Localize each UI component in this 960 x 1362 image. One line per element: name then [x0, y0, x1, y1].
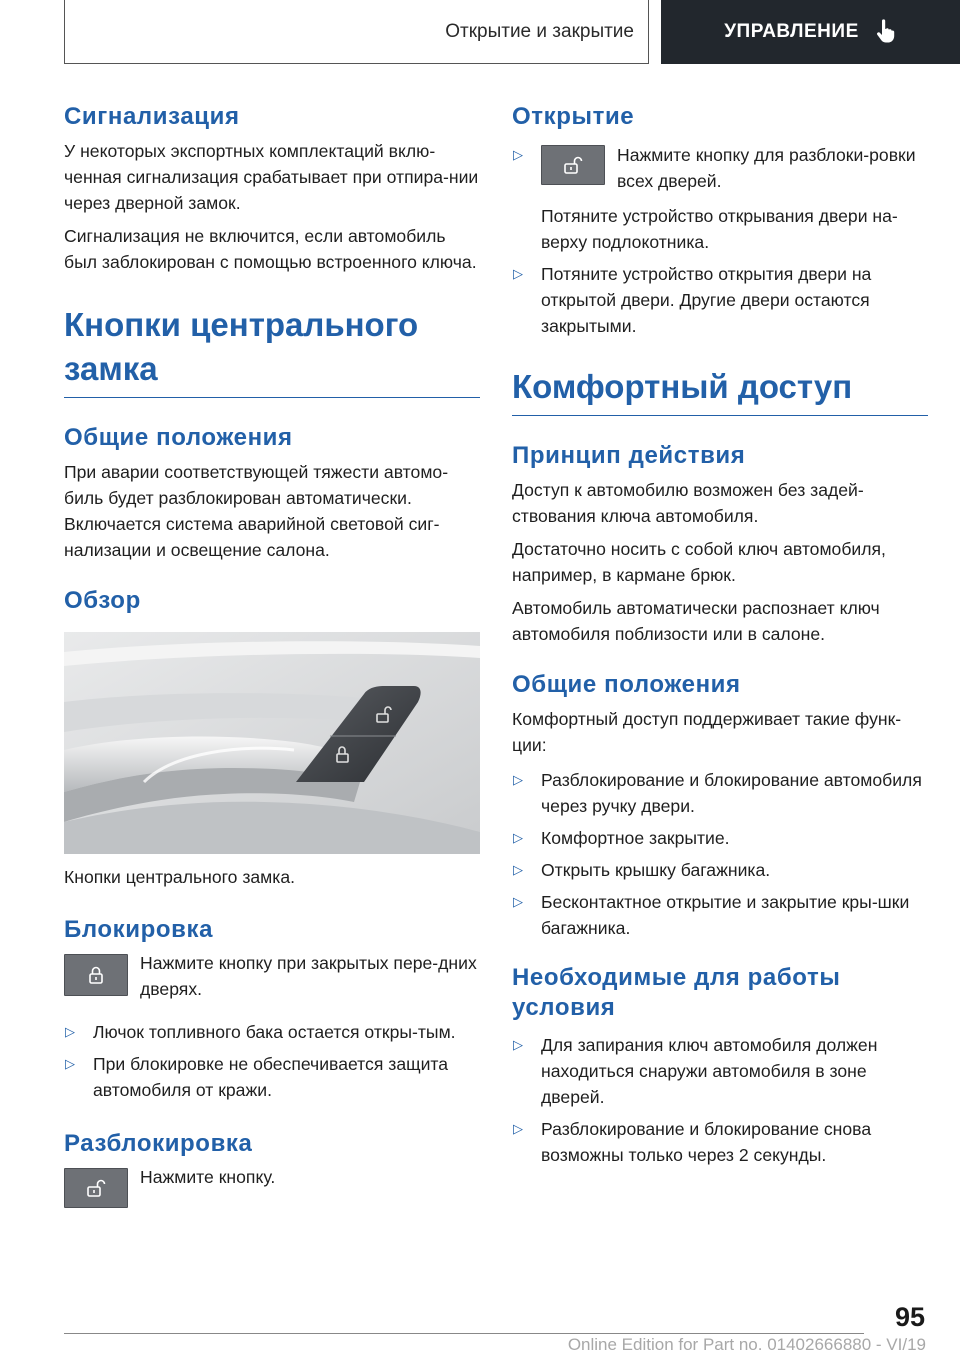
comfort-bullet [512, 889, 928, 941]
general-heading-left: Общие положения [64, 424, 293, 451]
central-lock-buttons-photo [64, 632, 480, 854]
locking-bullet [64, 1019, 480, 1045]
edition-text: Online Edition for Part no. 01402666880 - VI/19 [567, 1335, 926, 1354]
comfort-bullet-text: Комфортное закрытие. [541, 828, 730, 848]
unlocking-instruction: Нажмите кнопку. [140, 1167, 276, 1187]
opening-step-1 [512, 142, 928, 194]
bullet-arrow-icon: ▷ [513, 147, 523, 162]
locking-heading: Блокировка [64, 916, 214, 943]
header-section-title: Открытие и закрытие [445, 20, 634, 42]
comfort-bullet [512, 857, 928, 883]
locking-bullet-text: Лючок топливного бака остается откры-тым. [93, 1022, 456, 1042]
right-column [512, 102, 928, 1168]
principle-heading: Принцип действия [512, 442, 746, 469]
opening-step-2-text: Потяните устройство открытия двери на открытой двери. Другие двери остаются закрытыми. [541, 264, 872, 336]
comfort-bullet [512, 825, 928, 851]
alarm-paragraph-2: Сигнализация не включится, если автомобиль был заблокирован с помощью встроенного ключа. [64, 226, 477, 272]
padlock-open-icon [86, 1179, 106, 1197]
principle-paragraph-2: Достаточно носить с собой ключ автомобиля, например, в кармане брюк. [512, 539, 886, 585]
opening-step-1-sub: Потяните устройство открывания двери на-верху подлокотника. [541, 206, 898, 252]
principle-paragraph-3: Автомобиль автоматически распознает ключ автомобиля поблизости или в салоне. [512, 598, 880, 644]
requirements-bullet-text: Для запирания ключ автомобиля должен находиться снаружи автомобиля в зоне дверей. [541, 1035, 878, 1107]
locking-bullet [64, 1051, 480, 1103]
header-chapter-title: УПРАВЛЕНИЕ [724, 21, 859, 42]
bullet-arrow-icon: ▷ [65, 1024, 75, 1039]
header-section-tab [64, 0, 649, 64]
photo-caption: Кнопки центрального замка. [64, 867, 296, 887]
bullet-arrow-icon: ▷ [513, 266, 523, 281]
opening-step-1-text: Нажмите кнопку для разблоки-ровки всех дверей. [617, 145, 916, 191]
opening-step-2 [512, 261, 928, 339]
header-chapter-tab [661, 0, 960, 64]
unlock-button-image [541, 145, 605, 185]
bullet-arrow-icon: ▷ [513, 772, 523, 787]
requirements-heading: Необходимые для работы условия [512, 964, 841, 1021]
comfort-access-heading: Комфортный доступ [512, 365, 928, 416]
general-paragraph-left: При аварии соответствующей тяжести автомо-биль будет разблокирован автоматически. Включается система аварийной световой сиг-нализации и освещение салона. [64, 462, 449, 560]
overview-heading: Обзор [64, 587, 141, 614]
bullet-arrow-icon: ▷ [513, 1037, 523, 1052]
opening-heading: Открытие [512, 103, 635, 130]
padlock-closed-icon [86, 966, 106, 984]
central-lock-heading: Кнопки центрального замка [64, 303, 480, 398]
bullet-arrow-icon: ▷ [513, 862, 523, 877]
locking-bullet-text: При блокировке не обеспечивается защита автомобиля от кражи. [93, 1054, 449, 1100]
lock-button-image [64, 954, 128, 996]
general-heading-right: Общие положения [512, 671, 741, 698]
unlock-button-image [64, 1168, 128, 1208]
comfort-bullet-text: Разблокирование и блокирование автомобиля через ручку двери. [541, 770, 922, 816]
locking-instruction: Нажмите кнопку при закрытых пере-дних дверях. [140, 953, 477, 999]
comfort-bullet-text: Открыть крышку багажника. [541, 860, 771, 880]
alarm-paragraph-1: У некоторых экспортных комплектаций вклю-ченная сигнализация срабатывает при отпира-нии через дверной замок. [64, 141, 479, 213]
bullet-arrow-icon: ▷ [513, 894, 523, 909]
footer-divider [64, 1333, 864, 1334]
comfort-bullet-text: Бесконтактное открытие и закрытие кры-шки багажника. [541, 892, 910, 938]
padlock-open-icon [563, 156, 583, 174]
requirements-bullet [512, 1032, 928, 1110]
unlocking-heading: Разблокировка [64, 1130, 253, 1157]
locking-instruction-row [64, 950, 480, 1002]
bullet-arrow-icon: ▷ [65, 1056, 75, 1071]
requirements-bullet-text: Разблокирование и блокирование снова возможны только через 2 секунды. [541, 1119, 872, 1165]
hand-pointer-icon [873, 19, 897, 45]
comfort-bullet [512, 767, 928, 819]
principle-paragraph-1: Доступ к автомобилю возможен без задей-ствования ключа автомобиля. [512, 480, 864, 526]
door-panel-illustration [64, 632, 480, 854]
unlocking-instruction-row [64, 1164, 480, 1208]
requirements-bullet [512, 1116, 928, 1168]
general-paragraph-right: Комфортный доступ поддерживает такие функ-ции: [512, 709, 902, 755]
alarm-heading: Сигнализация [64, 103, 240, 130]
bullet-arrow-icon: ▷ [513, 830, 523, 845]
left-column [64, 102, 480, 1208]
page-number: 95 [895, 1302, 926, 1332]
bullet-arrow-icon: ▷ [513, 1121, 523, 1136]
